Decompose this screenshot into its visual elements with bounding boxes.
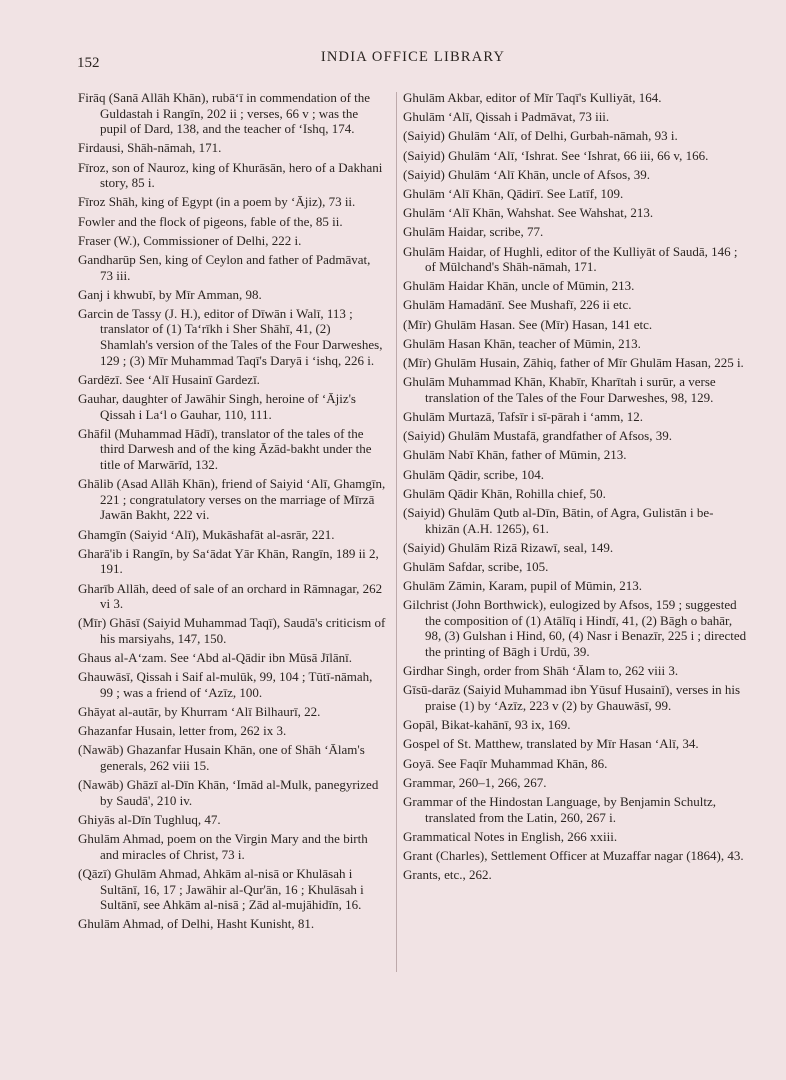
- index-entry: Ghāyat al-autār, by Khurram ‘Alī Bilhaurī, 22.: [78, 704, 321, 720]
- index-entry: (Mīr) Ghāsī (Saiyid Muhammad Taqī), Saudā's criticism of his marsiyahs, 147, 150.: [78, 615, 386, 646]
- index-entry: (Saiyid) Ghulām Mustafā, grandfather of Afsos, 39.: [403, 428, 672, 444]
- index-entry: Goyā. See Faqīr Muhammad Khān, 86.: [403, 755, 608, 771]
- index-entry: Firāq (Sanā Allāh Khān), rubā‘ī in commendation of the Guldastah i Rangīn, 202 ii ; verses, 66 v ; was the pupil of Dard, 138, and the teacher of ‘Ishq, 174.: [78, 90, 371, 137]
- index-entry: Ghulām Hasan Khān, teacher of Mūmin, 213.: [403, 335, 641, 351]
- index-entry: (Saiyid) Ghulām Rizā Rizawī, seal, 149.: [403, 539, 614, 555]
- index-entry: Fraser (W.), Commissioner of Delhi, 222 i.: [78, 232, 302, 248]
- column-divider: [396, 92, 397, 972]
- index-entry: Grants, etc., 262.: [403, 867, 492, 883]
- index-entry: Ghulām Hamadānī. See Mushafī, 226 ii etc.: [403, 297, 632, 313]
- right-column: [403, 90, 748, 886]
- index-entry: Gandharūp Sen, king of Ceylon and father of Padmāvat, 73 iii.: [78, 251, 371, 283]
- index-entry: (Saiyid) Ghulām Qutb al-Dīn, Bātin, of Agra, Gulistān i be-khizān (A.H. 1265), 61.: [403, 504, 714, 536]
- index-entry: (Saiyid) Ghulām ‘Alī, of Delhi, Gurbah-nāmah, 93 i.: [403, 128, 678, 144]
- index-entry: Ghulām Haidar, scribe, 77.: [403, 224, 544, 240]
- index-entry: Grant (Charles), Settlement Officer at Muzaffar nagar (1864), 43.: [403, 847, 744, 863]
- index-entry: Girdhar Singh, order from Shāh ‘Ālam to, 262 viii 3.: [403, 663, 679, 679]
- index-entry: Ghulām ‘Alī Khān, Qādirī. See Latīf, 109.: [403, 185, 624, 201]
- index-entry: Gharīb Allāh, deed of sale of an orchard in Rāmnagar, 262 vi 3.: [78, 580, 383, 612]
- index-entry: Ghulām Murtazā, Tafsīr i sī-pārah i ‘amm, 12.: [403, 409, 644, 424]
- left-column: [78, 90, 386, 936]
- index-entry: Ghulām Akbar, editor of Mīr Taqī's Kulliyāt, 164.: [403, 90, 662, 105]
- index-entry: Ghulām Haidar Khān, uncle of Mūmin, 213.: [403, 278, 635, 294]
- index-entry: (Nawāb) Ghazanfar Husain Khān, one of Shāh ‘Ālam's generals, 262 viii 15.: [78, 742, 365, 774]
- index-entry: (Mīr) Ghulām Husain, Zāhiq, father of Mīr Ghulām Hasan, 225 i.: [403, 355, 744, 371]
- index-entry: (Nawāb) Ghāzī al-Dīn Khān, ‘Imād al-Mulk, panegyrized by Saudā', 210 iv.: [78, 777, 379, 808]
- index-entry: Firdausi, Shāh-nāmah, 171.: [78, 140, 222, 156]
- index-entry: Gauhar, daughter of Jawāhir Singh, heroine of ‘Ājiz's Qissah i La‘l o Gauhar, 110, 111.: [78, 391, 356, 422]
- index-entry: Ghaus al-A‘zam. See ‘Abd al-Qādir ibn Mūsā Jīlānī.: [78, 650, 353, 666]
- index-entry: Ghulām Ahmad, poem on the Virgin Mary and the birth and miracles of Christ, 73 i.: [78, 831, 368, 862]
- index-entry: Ghamgīn (Saiyid ‘Alī), Mukāshafāt al-asrār, 221.: [78, 526, 335, 542]
- index-entry: Gīsū-darāz (Saiyid Muhammad ibn Yūsuf Husainī), verses in his praise (1) by ‘Azīz, 223 v (2) by Ghauwāsī, 99.: [403, 682, 741, 714]
- index-entry: Ghulām Qādir, scribe, 104.: [403, 466, 545, 482]
- index-entry: Ghauwāsī, Qissah i Saif al-mulūk, 99, 104 ; Tūtī-nāmah, 99 ; was a friend of ‘Azīz, 100.: [78, 669, 373, 700]
- index-entry: Ghulām Qādir Khān, Rohilla chief, 50.: [403, 485, 606, 501]
- index-entry: (Saiyid) Ghulām ‘Alī, ‘Ishrat. See ‘Ishrat, 66 iii, 66 v, 166.: [403, 147, 709, 163]
- index-entry: Gospel of St. Matthew, translated by Mīr Hasan ‘Alī, 34.: [403, 736, 699, 752]
- index-entry: Ghulām ‘Alī Khān, Wahshat. See Wahshat, 213.: [403, 205, 654, 221]
- index-entry: Grammar, 260–1, 266, 267.: [403, 774, 547, 790]
- index-entry: Ghulām Muhammad Khān, Khabīr, Kharītah i surūr, a verse translation of the Tales of the Four Darweshes, 98, 129.: [403, 374, 716, 405]
- index-entry: Ghulām Zāmin, Karam, pupil of Mūmin, 213.: [403, 578, 643, 594]
- index-entry: Ghulām Haidar, of Hughli, editor of the Kulliyāt of Saudā, 146 ; of Mūlchand's Shāh-nāmah, 171.: [403, 243, 738, 275]
- index-entry: Ghāfil (Muhammad Hādī), translator of the tales of the third Darwesh and of the king Āzād-bakht under the title of Marwārīd, 132.: [78, 425, 372, 472]
- index-entry: Ghālib (Asad Allāh Khān), friend of Saiyid ‘Alī, Ghamgīn, 221 ; congratulatory verses on the marriage of Mīrzā Jawān Bakht, 222 vi.: [78, 476, 386, 523]
- index-entry: Ghulām ‘Alī, Qissah i Padmāvat, 73 iii.: [403, 109, 610, 125]
- index-entry: Grammar of the Hindostan Language, by Benjamin Schultz, translated from the Latin, 260, 267 i.: [403, 793, 717, 825]
- page-number: 152: [77, 55, 100, 71]
- index-entry: Ghulām Nabī Khān, father of Mūmin, 213.: [403, 447, 627, 463]
- index-entry: Ghazanfar Husain, letter from, 262 ix 3.: [78, 723, 287, 739]
- index-entry: Ghulām Safdar, scribe, 105.: [403, 558, 549, 574]
- index-entry: Fowler and the flock of pigeons, fable of the, 85 ii.: [78, 213, 343, 229]
- running-head: INDIA OFFICE LIBRARY: [320, 49, 506, 65]
- index-entry: Gilchrist (John Borthwick), eulogized by Afsos, 159 ; suggested the composition of (1) Atālīq i Hindī, 41, (2) Bāgh o bahār, 98, (3) Gulshan i Hind, 60, (4) Nasr i Benazīr, 225 i ; directed the printing of Bāgh i Urdū, 39.: [403, 597, 747, 660]
- index-entry: Grammatical Notes in English, 266 xxiii.: [403, 828, 618, 844]
- index-entry: Garcin de Tassy (J. H.), editor of Dīwān i Walī, 113 ; translator of (1) Ta‘rīkh i Sher Shāhī, 41, (2) Shamlah's version of the Tales of the Four Darweshes, 129 ; (3) Mīr Muhammad Taqī's Daryā i ‘ishq, 226 i.: [78, 305, 383, 368]
- index-entry: Fīroz Shāh, king of Egypt (in a poem by ‘Ājiz), 73 ii.: [78, 194, 356, 210]
- index-entry: Ghiyās al-Dīn Tughluq, 47.: [78, 812, 221, 827]
- index-entry: (Mīr) Ghulām Hasan. See (Mīr) Hasan, 141 etc.: [403, 316, 653, 332]
- index-entry: Gopāl, Bikat-kahānī, 93 ix, 169.: [403, 717, 571, 733]
- index-entry: Gharā'ib i Rangīn, by Sa‘ādat Yār Khān, Rangīn, 189 ii 2, 191.: [78, 545, 379, 577]
- index-entry: Ganj i khwubī, by Mīr Amman, 98.: [78, 286, 262, 302]
- index-entry: (Saiyid) Ghulām ‘Alī Khān, uncle of Afsos, 39.: [403, 166, 650, 182]
- index-entry: Fīroz, son of Nauroz, king of Khurāsān, hero of a Dakhani story, 85 i.: [78, 159, 383, 191]
- index-entry: Gardēzī. See ‘Alī Husainī Gardezī.: [78, 371, 260, 387]
- index-entry: Ghulām Ahmad, of Delhi, Hasht Kunisht, 81.: [78, 916, 315, 932]
- index-entry: (Qāzī) Ghulām Ahmad, Ahkām al-nisā or Khulāsah i Sultānī, 16, 17 ; Jawāhir al-Qur'ān, 16 ; Khulāsah i Sultānī, see Ahkām al-nisā ; Zād al-mujāhidīn, 16.: [78, 865, 364, 913]
